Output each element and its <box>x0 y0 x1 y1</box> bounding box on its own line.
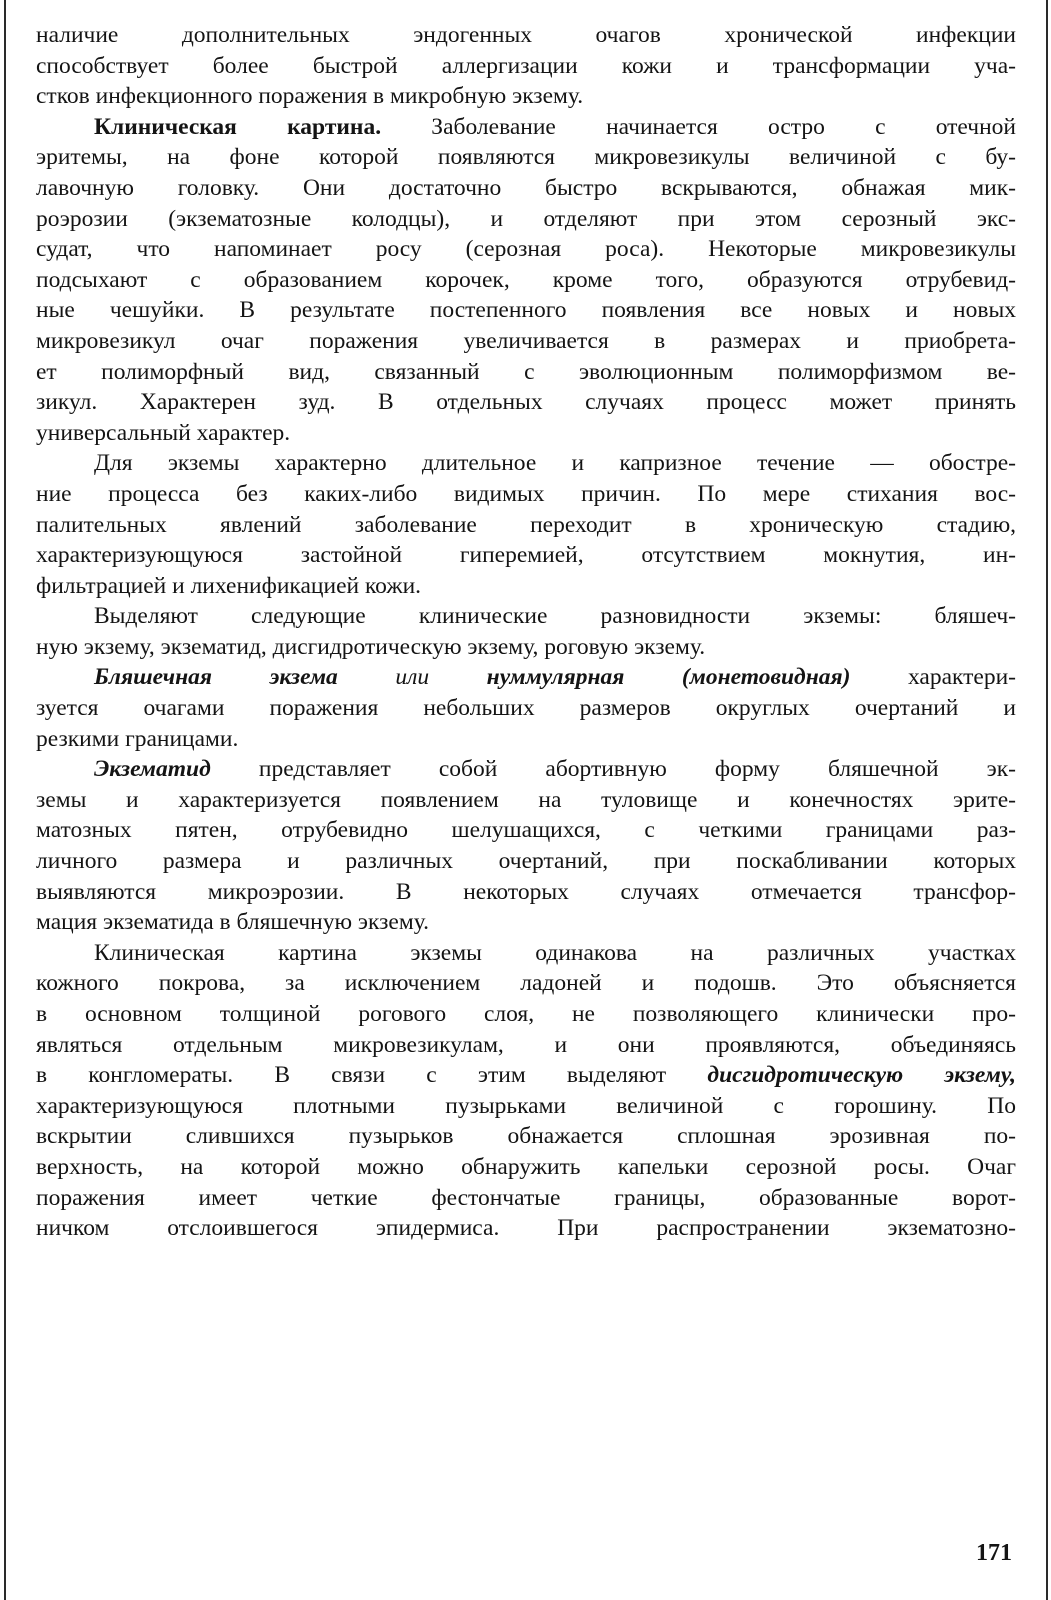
text-line <box>36 1030 1016 1061</box>
text-line <box>36 448 1016 479</box>
text-line <box>36 479 1016 510</box>
text-line <box>36 20 1016 51</box>
text-line <box>36 51 1016 82</box>
text-run: характери- <box>850 664 1016 691</box>
text-run: вскрытии слившихся пузырьков обнажается сплошная эрозивная по- <box>36 1123 1016 1150</box>
text-line <box>36 265 1016 296</box>
text-line <box>36 815 1016 846</box>
body-text <box>36 20 1016 1244</box>
text-run: универсальный характер. <box>36 419 291 446</box>
text-run: мация экзематида в бляшечную экзему. <box>36 909 429 936</box>
text-line <box>36 295 1016 326</box>
text-line <box>36 1091 1016 1122</box>
text-run: Клиническая картина экземы одинакова на различных участках <box>94 939 1016 966</box>
text-line <box>36 112 1016 143</box>
text-line <box>36 754 1016 785</box>
term-dyshidrotic-eczema: дисгидротическую экзему, <box>707 1062 1016 1089</box>
text-line <box>36 571 1016 602</box>
text-line <box>36 204 1016 235</box>
text-line <box>36 81 1016 112</box>
text-run: в конгломераты. В связи с этим выделяют <box>36 1062 708 1089</box>
text-line <box>36 357 1016 388</box>
text-line <box>36 510 1016 541</box>
text-run: ет полиморфный вид, связанный с эволюционным полиморфизмом ве- <box>36 358 1016 385</box>
text-line <box>36 1152 1016 1183</box>
text-run: или <box>337 664 487 691</box>
text-line <box>36 326 1016 357</box>
text-run: наличие дополнительных эндогенных очагов хронической инфекции <box>36 22 1016 48</box>
text-run: зикул. Характерен зуд. В отдельных случаях процесс может принять <box>36 389 1016 416</box>
text-run: фильтрацией и лихенификацией кожи. <box>36 572 422 599</box>
text-run: способствует более быстрой аллергизации кожи и трансформации уча- <box>36 52 1016 79</box>
text-run: стков инфекционного поражения в микробную экзему. <box>36 83 584 110</box>
text-line <box>36 1121 1016 1152</box>
text-run: в основном толщиной рогового слоя, не позволяющего клинически про- <box>36 1001 1016 1027</box>
text-run: выявляются микроэрозии. В некоторых случаях отмечается трансфор- <box>36 878 1016 905</box>
text-run: Для экземы характерно длительное и капризное течение — обостре- <box>94 450 1016 477</box>
text-line <box>36 173 1016 204</box>
term-plaque-eczema: Бляшечная экзема <box>94 664 338 691</box>
text-run: верхность, на которой можно обнаружить капельки серозной росы. Очаг <box>36 1153 1016 1180</box>
text-line <box>36 387 1016 418</box>
text-run: земы и характеризуется появлением на туловище и конечностях эрите- <box>36 786 1016 813</box>
text-run: ничком отслоившегося эпидермиса. При распространении экзематозно- <box>36 1215 1016 1242</box>
text-line <box>36 1183 1016 1214</box>
text-run: кожного покрова, за исключением ладоней и подошв. Это объясняется <box>36 970 1016 997</box>
text-run: являться отдельным микровезикулам, и они проявляются, объединяясь <box>36 1031 1016 1058</box>
text-run: характеризующуюся застойной гиперемией, отсутствием мокнутия, ин- <box>36 542 1016 569</box>
term-nummular-eczema: нуммулярная (монетовидная) <box>486 664 851 691</box>
page-border-right <box>1046 0 1048 1600</box>
text-run: роэрозии (экзематозные колодцы), и отделяют при этом серозный экс- <box>36 205 1016 232</box>
text-run: матозных пятен, отрубевидно шелушащихся, с четкими границами раз- <box>36 817 1016 844</box>
text-run: Заболевание начинается остро с отечной <box>381 113 1017 140</box>
text-line <box>36 785 1016 816</box>
term-eczematid: Экзематид <box>94 756 211 783</box>
text-line <box>36 846 1016 877</box>
text-run: Выделяют следующие клинические разновидности экземы: бляшеч- <box>94 603 1016 630</box>
text-line <box>36 877 1016 908</box>
text-line <box>36 540 1016 571</box>
text-line <box>36 1060 1016 1091</box>
text-line <box>36 632 1016 663</box>
text-line <box>36 662 1016 693</box>
text-run: ную экзему, экзематид, дисгидротическую экзему, роговую экзему. <box>36 633 706 660</box>
text-line <box>36 907 1016 938</box>
text-run: эритемы, на фоне которой появляются микровезикулы величиной с бу- <box>36 144 1016 171</box>
text-run: представляет собой абортивную форму бляшечной эк- <box>210 756 1016 783</box>
text-run: характеризующуюся плотными пузырьками величиной с горошину. По <box>36 1092 1016 1119</box>
text-run: зуется очагами поражения небольших размеров округлых очертаний и <box>36 695 1016 722</box>
text-run: палительных явлений заболевание переходит в хроническую стадию, <box>36 511 1016 538</box>
text-line <box>36 693 1016 724</box>
text-run: судат, что напоминает росу (серозная роса). Некоторые микровезикулы <box>36 236 1016 263</box>
text-line <box>36 724 1016 755</box>
text-line <box>36 999 1016 1030</box>
text-run: поражения имеет четкие фестончатые границы, образованные ворот- <box>36 1184 1016 1211</box>
page-border-left <box>4 0 6 1600</box>
text-line <box>36 142 1016 173</box>
text-run: ние процесса без каких-либо видимых причин. По мере стихания вос- <box>36 480 1016 507</box>
text-line <box>36 418 1016 449</box>
text-line <box>36 968 1016 999</box>
text-run: резкими границами. <box>36 725 239 752</box>
text-line <box>36 234 1016 265</box>
page-number: 171 <box>976 1540 1012 1566</box>
text-run: микровезикул очаг поражения увеличивается в размерах и приобрета- <box>36 327 1016 354</box>
text-line <box>36 601 1016 632</box>
text-line <box>36 1213 1016 1244</box>
text-run: ные чешуйки. В результате постепенного появления все новых и новых <box>36 297 1016 324</box>
text-run: подсыхают с образованием корочек, кроме того, образуются отрубевид- <box>36 266 1016 293</box>
section-heading-clinical-picture: Клиническая картина. <box>94 113 382 140</box>
text-run: личного размера и различных очертаний, при поскабливании которых <box>36 848 1016 875</box>
text-line <box>36 938 1016 969</box>
text-run: лавочную головку. Они достаточно быстро вскрываются, обнажая мик- <box>36 174 1016 201</box>
